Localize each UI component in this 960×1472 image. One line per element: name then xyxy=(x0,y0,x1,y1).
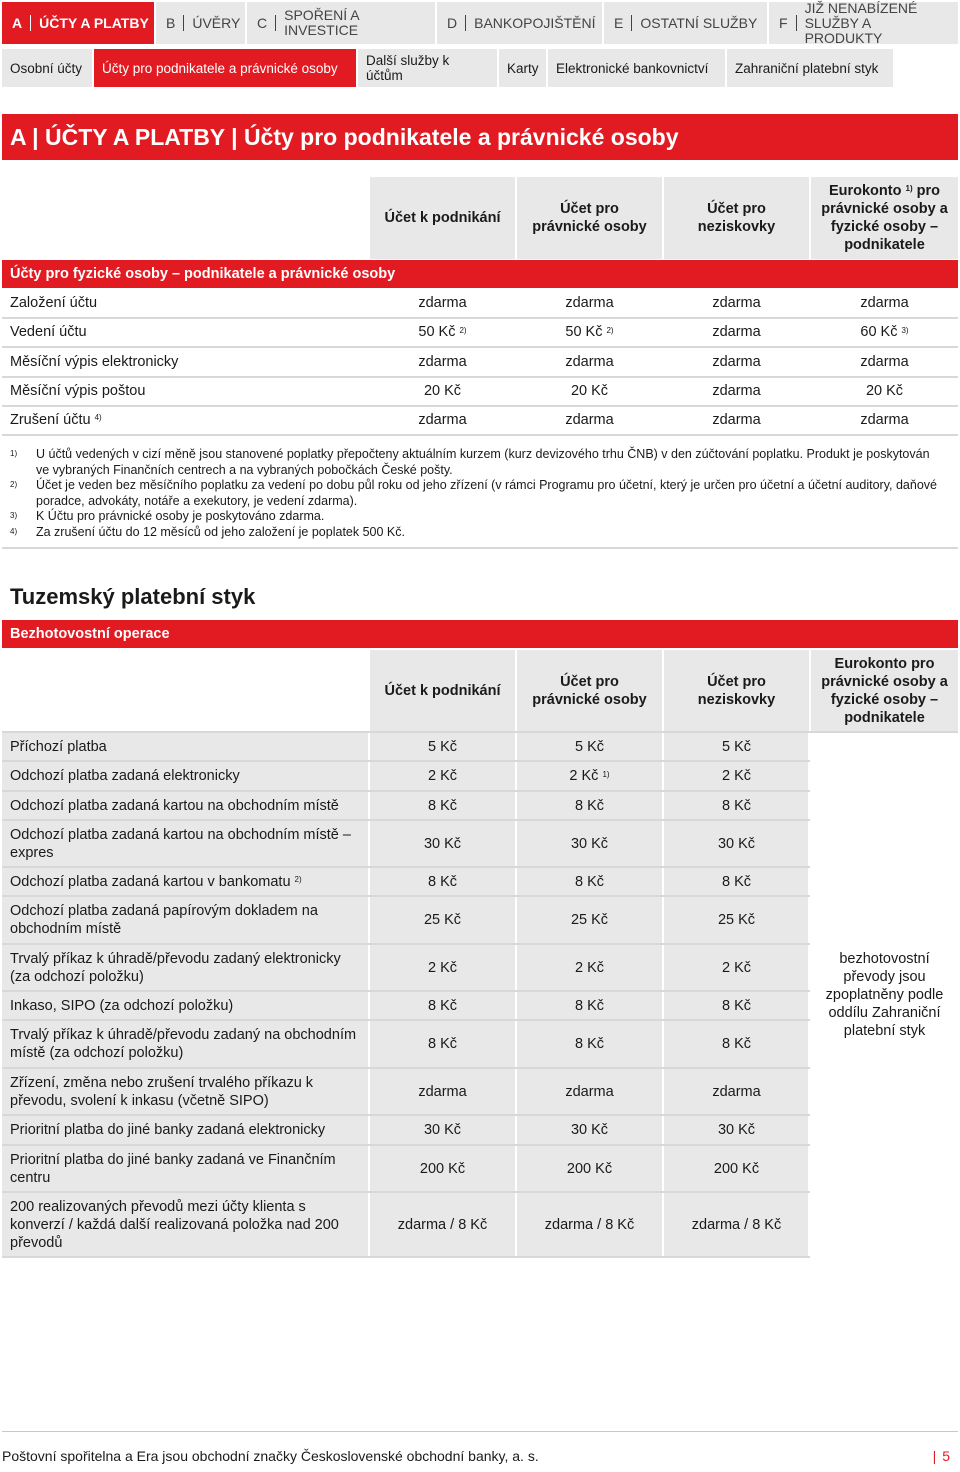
row-label: Zřízení, změna nebo zrušení trvalého příkazu k převodu, svolení k inkasu (včetně SIPO) xyxy=(10,1074,314,1109)
row-value: 2 Kč xyxy=(427,768,457,784)
row-label: Trvalý příkaz k úhradě/převodu zadaný na obchodním místě (za odchozí položku) xyxy=(10,1027,357,1061)
row-label: Prioritní platba do jiné banky zadaná elektronicky xyxy=(10,1122,326,1138)
column-separator xyxy=(368,1116,370,1144)
subtab-foreign[interactable]: Zahraniční platební styk xyxy=(727,49,893,87)
row-value: 5 Kč xyxy=(574,738,604,755)
row-value: zdarma / 8 Kč xyxy=(544,1216,635,1233)
row-label: Měsíční výpis elektronicky xyxy=(10,354,179,370)
row-value: zdarma xyxy=(712,1083,761,1100)
row-value: 8 Kč xyxy=(721,873,751,890)
table-row xyxy=(2,868,810,897)
subtab-services[interactable]: Další služby k účtům xyxy=(358,49,497,87)
operations-bar: Bezhotovostní operace xyxy=(2,620,958,648)
subsection-tabs xyxy=(2,49,958,87)
row-value: 8 Kč xyxy=(574,997,604,1014)
row-value: 8 Kč xyxy=(721,997,751,1014)
row-label: Založení účtu xyxy=(10,295,98,311)
column-separator xyxy=(662,792,664,819)
table-row xyxy=(2,1021,810,1069)
row-value: 25 Kč xyxy=(717,912,756,928)
row-value: zdarma xyxy=(565,295,614,311)
column-separator xyxy=(515,868,517,895)
tab-b[interactable]: B ÚVĚRY xyxy=(156,2,245,44)
row-label: Trvalý příkaz k úhradě/převodu zadaný elektronicky (za odchozí položku) xyxy=(10,950,341,985)
table-row xyxy=(2,377,958,407)
column-separator xyxy=(368,897,370,943)
row-value: zdarma xyxy=(565,1083,614,1100)
table-row xyxy=(2,348,958,378)
column-separator xyxy=(515,821,517,866)
column-separator xyxy=(662,1069,664,1114)
table-row xyxy=(2,762,810,792)
row-value: zdarma xyxy=(565,354,614,370)
table-row xyxy=(2,992,810,1021)
row-value: zdarma / 8 Kč xyxy=(397,1216,488,1233)
row-value: 50 Kč $^{2)}$ xyxy=(418,324,467,340)
row-value: 8 Kč xyxy=(574,797,604,814)
row-label: Odchozí platba zadaná elektronicky xyxy=(10,768,240,784)
table-row xyxy=(2,1193,810,1258)
subtab-business[interactable]: Účty pro podnikatele a právnické osoby xyxy=(94,49,356,87)
table-row xyxy=(2,1146,810,1193)
row-value: zdarma xyxy=(418,295,467,311)
row-value: 2 Kč xyxy=(574,959,604,976)
column-separator xyxy=(662,992,664,1019)
column-separator xyxy=(662,897,664,943)
table-row xyxy=(2,733,810,762)
row-label: Odchozí platba zadaná kartou na obchodním místě – expres xyxy=(10,826,351,861)
page-title: A | ÚČTY A PLATBY | Účty pro podnikatele a právnické osoby xyxy=(2,114,958,160)
row-value: 8 Kč xyxy=(574,1036,604,1052)
footer-rule xyxy=(2,1431,958,1432)
column-separator xyxy=(662,945,664,990)
merged-note: bezhotovostní převody jsou zpoplatněny podle oddílu Zahraniční platební styk xyxy=(825,950,944,1039)
subtab-ebanking[interactable]: Elektronické bankovnictví xyxy=(548,49,725,87)
row-label: Zrušení účtu $^{4)}$ xyxy=(10,412,102,428)
row-value: zdarma xyxy=(418,1083,467,1100)
column-separator xyxy=(368,1193,370,1256)
row-value: 30 Kč xyxy=(423,835,462,852)
column-separator xyxy=(368,762,370,790)
subtab-personal[interactable]: Osobní účty xyxy=(2,49,92,87)
column-separator xyxy=(368,1069,370,1114)
page-number: | 5 xyxy=(932,1448,950,1464)
row-value: 2 Kč xyxy=(427,959,457,976)
column-separator xyxy=(515,1069,517,1114)
column-separator xyxy=(515,1116,517,1144)
column-separator xyxy=(368,821,370,866)
column-separator xyxy=(515,992,517,1019)
column-separator xyxy=(368,868,370,895)
tab-c[interactable]: C SPOŘENÍ A INVESTICE xyxy=(247,2,435,44)
row-value: zdarma xyxy=(418,412,467,428)
column-separator xyxy=(515,792,517,819)
row-value: 20 Kč xyxy=(423,383,462,399)
column-separator xyxy=(368,733,370,760)
column-separator xyxy=(515,1193,517,1256)
divider xyxy=(2,547,958,549)
column-separator xyxy=(515,1146,517,1191)
row-value: zdarma xyxy=(860,412,909,428)
row-value: 8 Kč xyxy=(721,1036,751,1052)
t2-col-header-3: Účet pro neziskovky xyxy=(664,650,809,732)
column-separator xyxy=(662,733,664,760)
row-label: Měsíční výpis poštou xyxy=(10,383,146,399)
column-separator xyxy=(368,945,370,990)
row-label: Odchozí platba zadaná papírovým dokladem na obchodním místě xyxy=(10,903,318,937)
section-bar: Účty pro fyzické osoby – podnikatele a právnické osoby xyxy=(2,260,958,288)
row-value: 5 Kč xyxy=(721,738,751,755)
col-header-1: Účet k podnikání xyxy=(370,177,515,259)
row-value: zdarma xyxy=(860,354,909,370)
t2-col-header-4: Eurokonto pro právnické osoby a fyzické osoby – podnikatele xyxy=(811,650,958,732)
row-value: 8 Kč xyxy=(574,873,604,890)
column-separator xyxy=(515,1021,517,1067)
row-value: 30 Kč xyxy=(717,1122,756,1138)
column-separator xyxy=(662,1146,664,1191)
row-value: 30 Kč xyxy=(570,835,609,852)
table-row xyxy=(2,318,958,348)
row-value: zdarma xyxy=(712,383,761,399)
row-value: 8 Kč xyxy=(427,997,457,1014)
footer-text: Poštovní spořitelna a Era jsou obchodní značky Československé obchodní banky, a. s. xyxy=(2,1448,539,1464)
column-separator xyxy=(515,897,517,943)
row-value: 200 Kč xyxy=(566,1160,613,1177)
row-label: Odchozí platba zadaná kartou na obchodním místě xyxy=(10,797,339,814)
column-separator xyxy=(662,1193,664,1256)
row-value: 30 Kč xyxy=(570,1122,609,1138)
table-row xyxy=(2,821,810,868)
row-value: zdarma xyxy=(860,295,909,311)
column-separator xyxy=(515,762,517,790)
row-value: 2 Kč xyxy=(721,959,751,976)
chapter-tabs xyxy=(2,2,958,44)
row-value: 50 Kč $^{2)}$ xyxy=(565,324,614,340)
row-value: 200 Kč xyxy=(713,1160,760,1177)
row-value: zdarma xyxy=(712,412,761,428)
row-value: 30 Kč xyxy=(717,835,756,852)
section-heading: Tuzemský platební styk xyxy=(10,584,256,609)
row-value: zdarma xyxy=(418,354,467,370)
row-value: 8 Kč xyxy=(427,1036,457,1052)
row-value: 20 Kč xyxy=(865,383,904,399)
column-separator xyxy=(662,868,664,895)
row-value: zdarma xyxy=(712,295,761,311)
row-value: zdarma xyxy=(565,412,614,428)
table-row xyxy=(2,945,810,992)
row-label: Odchozí platba zadaná kartou v bankomatu $^{2)}$ xyxy=(10,873,302,890)
tab-f[interactable]: F JIŽ NENABÍZENÉ SLUŽBY A PRODUKTY xyxy=(769,2,958,44)
row-value: 30 Kč xyxy=(423,1122,462,1138)
row-value: 200 Kč xyxy=(419,1160,466,1177)
row-label: Prioritní platba do jiné banky zadaná ve Finančním centru xyxy=(10,1151,336,1186)
t2-col-header-2: Účet pro právnické osoby xyxy=(517,650,662,732)
row-label: Vedení účtu xyxy=(10,324,87,340)
tab-a[interactable]: A ÚČTY A PLATBY xyxy=(2,2,154,44)
row-value: zdarma xyxy=(712,324,761,340)
table-row xyxy=(2,1116,810,1146)
row-value: zdarma / 8 Kč xyxy=(691,1216,782,1233)
row-value: 60 Kč $^{3)}$ xyxy=(860,324,909,340)
row-value: 8 Kč xyxy=(721,797,751,814)
tab-d[interactable]: D BANKOPOJIŠTĚNÍ xyxy=(437,2,602,44)
row-value: 20 Kč xyxy=(570,383,609,399)
row-value: 2 Kč xyxy=(721,768,751,784)
table-row xyxy=(2,1069,810,1116)
row-label: Inkaso, SIPO (za odchozí položku) xyxy=(10,997,234,1014)
row-value: zdarma xyxy=(712,354,761,370)
column-separator xyxy=(368,1021,370,1067)
tab-e[interactable]: E OSTATNÍ SLUŽBY xyxy=(604,2,767,44)
column-separator xyxy=(515,733,517,760)
table-row xyxy=(2,289,958,319)
row-label: 200 realizovaných převodů mezi účty klienta s konverzí / každá další realizovaná položka nad 200 převodů xyxy=(10,1198,339,1251)
table-row xyxy=(2,406,958,436)
column-separator xyxy=(368,792,370,819)
t2-col-header-1: Účet k podnikání xyxy=(370,650,515,732)
column-separator xyxy=(662,762,664,790)
column-separator xyxy=(515,945,517,990)
row-value: 8 Kč xyxy=(427,797,457,814)
table-row xyxy=(2,897,810,945)
column-separator xyxy=(662,1021,664,1067)
col-header-4: Eurokonto $^{1)}$ pro právnické osoby a fyzické osoby – podnikatele xyxy=(811,177,958,259)
subtab-cards[interactable]: Karty xyxy=(499,49,546,87)
row-value: 8 Kč xyxy=(427,873,457,890)
row-label: Příchozí platba xyxy=(10,738,107,755)
row-value: 25 Kč xyxy=(570,912,609,928)
col-header-2: Účet pro právnické osoby xyxy=(517,177,662,259)
column-separator xyxy=(662,821,664,866)
column-separator xyxy=(662,1116,664,1144)
table-row xyxy=(2,792,810,821)
row-value: 2 Kč $^{1)}$ xyxy=(569,768,610,784)
col-header-3: Účet pro neziskovky xyxy=(664,177,809,259)
row-value: 25 Kč xyxy=(423,912,462,928)
column-separator xyxy=(368,992,370,1019)
row-value: 5 Kč xyxy=(427,738,457,755)
column-separator xyxy=(368,1146,370,1191)
